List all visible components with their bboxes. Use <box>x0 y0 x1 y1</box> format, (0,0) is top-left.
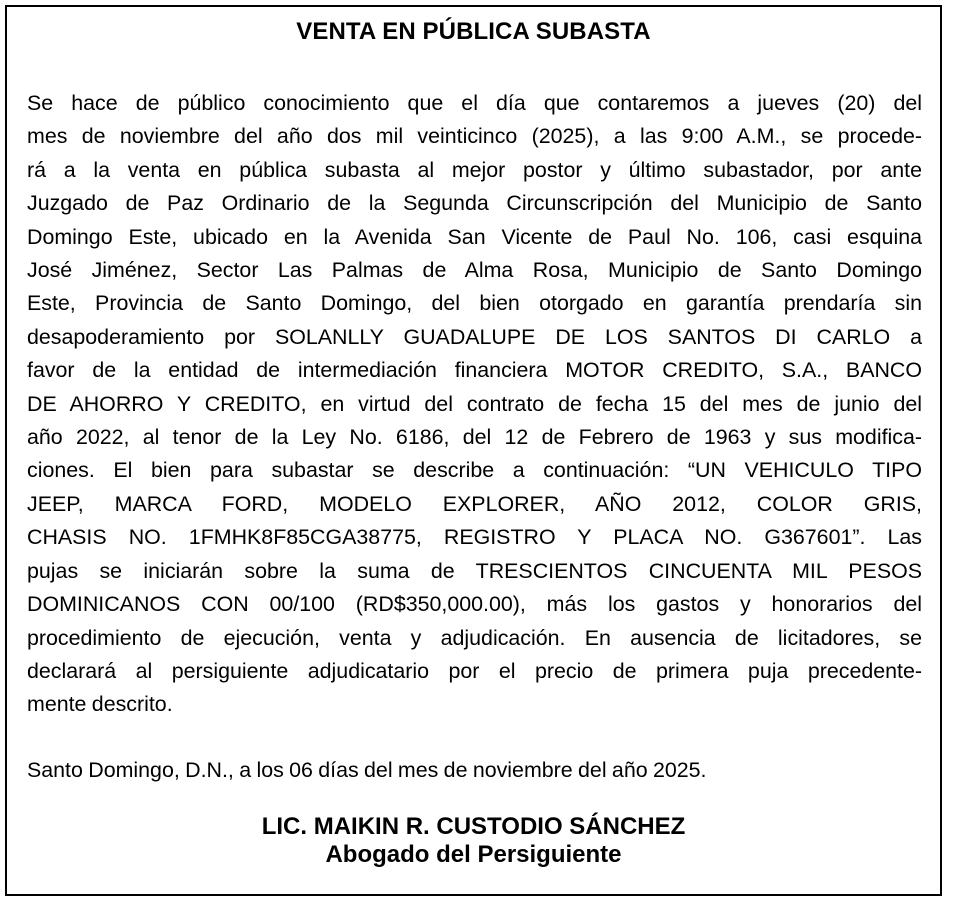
body-line: CHASIS NO. 1FMHK8F85CGA38775, REGISTRO Y PLACA NO. G367601”. Las <box>27 525 922 550</box>
body-line: Este, Provincia de Santo Domingo, del bien otorgado en garantía prendaría sin <box>27 291 922 316</box>
body-line: Domingo Este, ubicado en la Avenida San Vicente de Paul No. 106, casi esquina <box>27 224 922 249</box>
body-line: JEEP, MARCA FORD, MODELO EXPLORER, AÑO 2012, COLOR GRIS, <box>27 491 922 516</box>
body-line: declarará al persiguiente adjudicatario por el precio de primera puja precedente- <box>27 658 922 683</box>
notice-body <box>27 87 922 722</box>
body-line: ciones. El bien para subastar se describe a continuación: “UN VEHICULO TIPO <box>27 458 922 483</box>
body-line: DOMINICANOS CON 00/100 (RD$350,000.00), más los gastos y honorarios del <box>27 592 922 617</box>
body-line: rá a la venta en pública subasta al mejor postor y último subastador, por ante <box>27 157 922 182</box>
body-line: pujas se iniciarán sobre la suma de TRESCIENTOS CINCUENTA MIL PESOS <box>27 558 922 583</box>
body-line: José Jiménez, Sector Las Palmas de Alma Rosa, Municipio de Santo Domingo <box>27 258 922 283</box>
body-line: DE AHORRO Y CREDITO, en virtud del contrato de fecha 15 del mes de junio del <box>27 391 922 416</box>
body-line: favor de la entidad de intermediación financiera MOTOR CREDITO, S.A., BANCO <box>27 358 922 383</box>
place-date: Santo Domingo, D.N., a los 06 días del mes de noviembre del año 2025. <box>27 758 707 782</box>
legal-notice-box <box>5 5 942 896</box>
body-line: Juzgado de Paz Ordinario de la Segunda Circunscripción del Municipio de Santo <box>27 191 922 216</box>
signer-name: LIC. MAIKIN R. CUSTODIO SÁNCHEZ <box>261 813 686 840</box>
body-line: desapoderamiento por SOLANLLY GUADALUPE DE LOS SANTOS DI CARLO a <box>27 324 922 349</box>
body-line: Se hace de público conocimiento que el día que contaremos a jueves (20) del <box>27 91 922 115</box>
signer-role: Abogado del Persiguiente <box>325 841 622 868</box>
body-line: procedimiento de ejecución, venta y adjudicación. En ausencia de licitadores, se <box>27 625 922 650</box>
notice-title: VENTA EN PÚBLICA SUBASTA <box>296 18 651 45</box>
body-line: mente descrito. <box>27 692 173 717</box>
body-line: año 2022, al tenor de la Ley No. 6186, del 12 de Febrero de 1963 y sus modifica- <box>27 425 922 450</box>
body-line: mes de noviembre del año dos mil veinticinco (2025), a las 9:00 A.M., se procede- <box>27 124 922 149</box>
